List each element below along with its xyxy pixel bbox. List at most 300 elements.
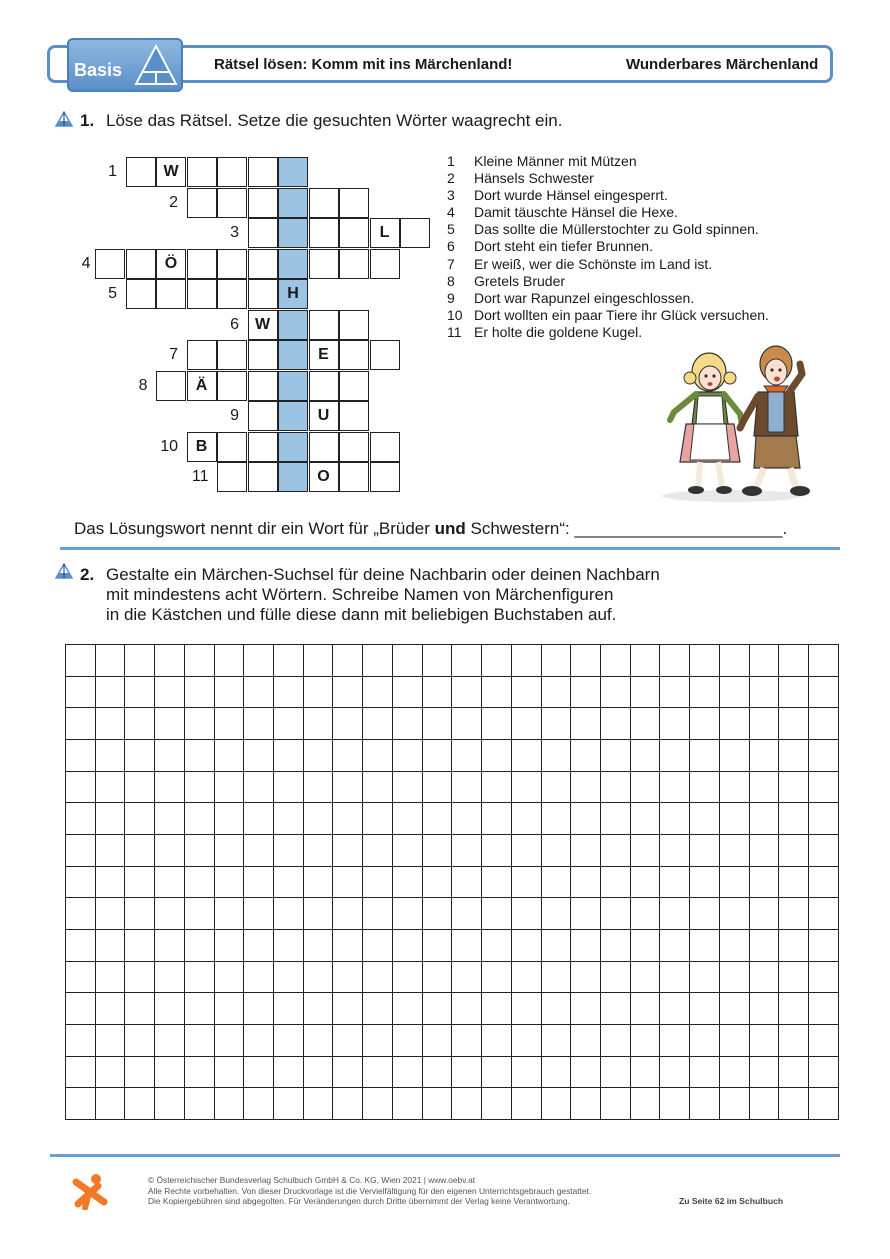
crossword-cell[interactable] xyxy=(309,218,339,248)
grid-cell[interactable] xyxy=(155,1088,185,1120)
grid-cell[interactable] xyxy=(333,771,363,803)
grid-cell[interactable] xyxy=(244,961,274,993)
grid-cell[interactable] xyxy=(214,1024,244,1056)
grid-cell[interactable] xyxy=(244,929,274,961)
grid-cell[interactable] xyxy=(749,771,779,803)
grid-cell[interactable] xyxy=(184,708,214,740)
grid-cell[interactable] xyxy=(422,1088,452,1120)
grid-cell[interactable] xyxy=(749,676,779,708)
grid-cell[interactable] xyxy=(125,803,155,835)
grid-cell[interactable] xyxy=(125,898,155,930)
grid-cell[interactable] xyxy=(363,834,393,866)
grid-cell[interactable] xyxy=(155,739,185,771)
grid-cell[interactable] xyxy=(125,961,155,993)
grid-cell[interactable] xyxy=(214,803,244,835)
grid-cell[interactable] xyxy=(184,898,214,930)
grid-cell[interactable] xyxy=(303,803,333,835)
grid-cell[interactable] xyxy=(392,834,422,866)
crossword-cell[interactable] xyxy=(309,371,339,401)
grid-cell[interactable] xyxy=(363,1088,393,1120)
grid-cell[interactable] xyxy=(630,1088,660,1120)
grid-cell[interactable] xyxy=(452,645,482,677)
grid-cell[interactable] xyxy=(392,676,422,708)
crossword-cell[interactable] xyxy=(187,249,217,279)
grid-cell[interactable] xyxy=(541,771,571,803)
crossword-solution-cell[interactable] xyxy=(278,218,308,248)
grid-cell[interactable] xyxy=(571,993,601,1025)
grid-cell[interactable] xyxy=(95,708,125,740)
grid-cell[interactable] xyxy=(541,834,571,866)
grid-cell[interactable] xyxy=(333,803,363,835)
grid-cell[interactable] xyxy=(690,1088,720,1120)
grid-cell[interactable] xyxy=(482,1088,512,1120)
grid-cell[interactable] xyxy=(184,645,214,677)
crossword-cell[interactable]: L xyxy=(370,218,400,248)
grid-cell[interactable] xyxy=(541,961,571,993)
grid-cell[interactable] xyxy=(214,1056,244,1088)
grid-cell[interactable] xyxy=(630,739,660,771)
grid-cell[interactable] xyxy=(808,1088,838,1120)
grid-cell[interactable] xyxy=(66,993,96,1025)
crossword-cell[interactable] xyxy=(95,249,125,279)
grid-cell[interactable] xyxy=(184,961,214,993)
crossword-solution-cell[interactable] xyxy=(278,401,308,431)
crossword-cell[interactable] xyxy=(339,249,369,279)
grid-cell[interactable] xyxy=(600,1088,630,1120)
grid-cell[interactable] xyxy=(214,929,244,961)
grid-cell[interactable] xyxy=(719,1024,749,1056)
grid-cell[interactable] xyxy=(808,1056,838,1088)
grid-cell[interactable] xyxy=(511,866,541,898)
grid-cell[interactable] xyxy=(719,708,749,740)
grid-cell[interactable] xyxy=(125,993,155,1025)
grid-cell[interactable] xyxy=(422,771,452,803)
grid-cell[interactable] xyxy=(749,866,779,898)
grid-cell[interactable] xyxy=(95,866,125,898)
grid-cell[interactable] xyxy=(630,993,660,1025)
crossword-cell[interactable] xyxy=(339,462,369,492)
grid-cell[interactable] xyxy=(482,929,512,961)
grid-cell[interactable] xyxy=(660,676,690,708)
grid-cell[interactable] xyxy=(214,834,244,866)
grid-cell[interactable] xyxy=(274,929,304,961)
grid-cell[interactable] xyxy=(214,676,244,708)
grid-cell[interactable] xyxy=(808,803,838,835)
grid-cell[interactable] xyxy=(244,771,274,803)
grid-cell[interactable] xyxy=(779,1024,809,1056)
grid-cell[interactable] xyxy=(274,866,304,898)
grid-cell[interactable] xyxy=(66,676,96,708)
grid-cell[interactable] xyxy=(779,961,809,993)
crossword-cell[interactable] xyxy=(126,249,156,279)
grid-cell[interactable] xyxy=(244,708,274,740)
grid-cell[interactable] xyxy=(660,708,690,740)
crossword-cell[interactable] xyxy=(400,218,430,248)
grid-cell[interactable] xyxy=(363,708,393,740)
grid-cell[interactable] xyxy=(214,708,244,740)
grid-cell[interactable] xyxy=(511,676,541,708)
crossword-cell[interactable] xyxy=(187,340,217,370)
grid-cell[interactable] xyxy=(274,645,304,677)
crossword-cell[interactable] xyxy=(370,462,400,492)
grid-cell[interactable] xyxy=(571,645,601,677)
grid-cell[interactable] xyxy=(66,929,96,961)
grid-cell[interactable] xyxy=(511,771,541,803)
grid-cell[interactable] xyxy=(155,1024,185,1056)
grid-cell[interactable] xyxy=(392,1056,422,1088)
grid-cell[interactable] xyxy=(482,739,512,771)
grid-cell[interactable] xyxy=(630,834,660,866)
grid-cell[interactable] xyxy=(541,1088,571,1120)
grid-cell[interactable] xyxy=(184,1056,214,1088)
grid-cell[interactable] xyxy=(66,1088,96,1120)
crossword-cell[interactable] xyxy=(187,157,217,187)
grid-cell[interactable] xyxy=(452,1024,482,1056)
grid-cell[interactable] xyxy=(660,834,690,866)
grid-cell[interactable] xyxy=(482,1024,512,1056)
grid-cell[interactable] xyxy=(125,771,155,803)
grid-cell[interactable] xyxy=(600,708,630,740)
grid-cell[interactable] xyxy=(244,676,274,708)
grid-cell[interactable] xyxy=(422,739,452,771)
grid-cell[interactable] xyxy=(95,676,125,708)
crossword-cell[interactable] xyxy=(370,340,400,370)
grid-cell[interactable] xyxy=(690,803,720,835)
grid-cell[interactable] xyxy=(600,645,630,677)
grid-cell[interactable] xyxy=(541,676,571,708)
grid-cell[interactable] xyxy=(303,1024,333,1056)
grid-cell[interactable] xyxy=(274,803,304,835)
grid-cell[interactable] xyxy=(274,708,304,740)
grid-cell[interactable] xyxy=(363,929,393,961)
grid-cell[interactable] xyxy=(422,993,452,1025)
grid-cell[interactable] xyxy=(808,929,838,961)
crossword-cell[interactable]: W xyxy=(248,310,278,340)
crossword-cell[interactable] xyxy=(309,310,339,340)
word-search-grid[interactable] xyxy=(65,644,839,1120)
grid-cell[interactable] xyxy=(779,898,809,930)
grid-cell[interactable] xyxy=(808,739,838,771)
grid-cell[interactable] xyxy=(214,993,244,1025)
grid-cell[interactable] xyxy=(66,771,96,803)
crossword-cell[interactable] xyxy=(309,188,339,218)
grid-cell[interactable] xyxy=(571,961,601,993)
grid-cell[interactable] xyxy=(184,834,214,866)
grid-cell[interactable] xyxy=(600,866,630,898)
grid-cell[interactable] xyxy=(66,1024,96,1056)
crossword-cell[interactable] xyxy=(217,462,247,492)
crossword-cell[interactable] xyxy=(309,249,339,279)
grid-cell[interactable] xyxy=(808,771,838,803)
grid-cell[interactable] xyxy=(125,708,155,740)
crossword-cell[interactable] xyxy=(217,279,247,309)
grid-cell[interactable] xyxy=(125,834,155,866)
grid-cell[interactable] xyxy=(719,771,749,803)
grid-cell[interactable] xyxy=(690,676,720,708)
crossword-cell[interactable] xyxy=(339,218,369,248)
grid-cell[interactable] xyxy=(779,771,809,803)
grid-cell[interactable] xyxy=(719,1088,749,1120)
grid-cell[interactable] xyxy=(66,961,96,993)
grid-cell[interactable] xyxy=(363,993,393,1025)
grid-cell[interactable] xyxy=(779,1088,809,1120)
grid-cell[interactable] xyxy=(363,676,393,708)
grid-cell[interactable] xyxy=(660,1024,690,1056)
grid-cell[interactable] xyxy=(482,1056,512,1088)
grid-cell[interactable] xyxy=(690,898,720,930)
grid-cell[interactable] xyxy=(66,898,96,930)
grid-cell[interactable] xyxy=(749,708,779,740)
grid-cell[interactable] xyxy=(600,676,630,708)
grid-cell[interactable] xyxy=(571,1088,601,1120)
grid-cell[interactable] xyxy=(214,1088,244,1120)
grid-cell[interactable] xyxy=(303,771,333,803)
grid-cell[interactable] xyxy=(808,993,838,1025)
crossword-cell[interactable] xyxy=(370,249,400,279)
grid-cell[interactable] xyxy=(749,834,779,866)
grid-cell[interactable] xyxy=(303,1088,333,1120)
crossword-cell[interactable] xyxy=(339,188,369,218)
grid-cell[interactable] xyxy=(214,739,244,771)
grid-cell[interactable] xyxy=(274,993,304,1025)
grid-cell[interactable] xyxy=(719,676,749,708)
grid-cell[interactable] xyxy=(184,803,214,835)
grid-cell[interactable] xyxy=(452,739,482,771)
grid-cell[interactable] xyxy=(422,1024,452,1056)
grid-cell[interactable] xyxy=(452,929,482,961)
grid-cell[interactable] xyxy=(660,993,690,1025)
grid-cell[interactable] xyxy=(482,708,512,740)
grid-cell[interactable] xyxy=(660,739,690,771)
grid-cell[interactable] xyxy=(422,708,452,740)
grid-cell[interactable] xyxy=(779,739,809,771)
grid-cell[interactable] xyxy=(630,1056,660,1088)
crossword-cell[interactable] xyxy=(248,371,278,401)
crossword-cell[interactable] xyxy=(248,432,278,462)
grid-cell[interactable] xyxy=(363,866,393,898)
grid-cell[interactable] xyxy=(511,739,541,771)
grid-cell[interactable] xyxy=(511,645,541,677)
grid-cell[interactable] xyxy=(244,1056,274,1088)
crossword-cell[interactable] xyxy=(156,371,186,401)
grid-cell[interactable] xyxy=(571,866,601,898)
grid-cell[interactable] xyxy=(155,993,185,1025)
grid-cell[interactable] xyxy=(184,739,214,771)
grid-cell[interactable] xyxy=(422,961,452,993)
grid-cell[interactable] xyxy=(155,898,185,930)
grid-cell[interactable] xyxy=(155,929,185,961)
grid-cell[interactable] xyxy=(303,993,333,1025)
grid-cell[interactable] xyxy=(630,929,660,961)
grid-cell[interactable] xyxy=(155,866,185,898)
grid-cell[interactable] xyxy=(511,961,541,993)
grid-cell[interactable] xyxy=(690,929,720,961)
grid-cell[interactable] xyxy=(66,834,96,866)
grid-cell[interactable] xyxy=(630,803,660,835)
grid-cell[interactable] xyxy=(600,771,630,803)
crossword-solution-cell[interactable] xyxy=(278,432,308,462)
grid-cell[interactable] xyxy=(363,1056,393,1088)
crossword-cell[interactable]: Ä xyxy=(187,371,217,401)
grid-cell[interactable] xyxy=(660,929,690,961)
grid-cell[interactable] xyxy=(690,866,720,898)
grid-cell[interactable] xyxy=(630,676,660,708)
grid-cell[interactable] xyxy=(511,1024,541,1056)
crossword-cell[interactable] xyxy=(126,279,156,309)
grid-cell[interactable] xyxy=(244,803,274,835)
crossword-cell[interactable] xyxy=(248,188,278,218)
grid-cell[interactable] xyxy=(214,771,244,803)
grid-cell[interactable] xyxy=(482,645,512,677)
grid-cell[interactable] xyxy=(244,993,274,1025)
crossword-solution-cell[interactable] xyxy=(278,188,308,218)
grid-cell[interactable] xyxy=(333,1024,363,1056)
grid-cell[interactable] xyxy=(690,739,720,771)
grid-cell[interactable] xyxy=(690,993,720,1025)
grid-cell[interactable] xyxy=(95,1056,125,1088)
grid-cell[interactable] xyxy=(333,645,363,677)
grid-cell[interactable] xyxy=(482,961,512,993)
grid-cell[interactable] xyxy=(184,1088,214,1120)
grid-cell[interactable] xyxy=(808,676,838,708)
grid-cell[interactable] xyxy=(274,739,304,771)
grid-cell[interactable] xyxy=(392,929,422,961)
grid-cell[interactable] xyxy=(452,898,482,930)
crossword-cell[interactable] xyxy=(217,340,247,370)
grid-cell[interactable] xyxy=(482,834,512,866)
grid-cell[interactable] xyxy=(749,993,779,1025)
crossword-cell[interactable] xyxy=(248,157,278,187)
grid-cell[interactable] xyxy=(333,929,363,961)
grid-cell[interactable] xyxy=(452,1088,482,1120)
crossword-solution-cell[interactable] xyxy=(278,249,308,279)
grid-cell[interactable] xyxy=(303,1056,333,1088)
grid-cell[interactable] xyxy=(274,834,304,866)
grid-cell[interactable] xyxy=(274,898,304,930)
grid-cell[interactable] xyxy=(571,708,601,740)
crossword-cell[interactable]: E xyxy=(309,340,339,370)
grid-cell[interactable] xyxy=(660,803,690,835)
crossword-cell[interactable] xyxy=(217,249,247,279)
grid-cell[interactable] xyxy=(155,645,185,677)
grid-cell[interactable] xyxy=(779,676,809,708)
grid-cell[interactable] xyxy=(600,1056,630,1088)
grid-cell[interactable] xyxy=(808,645,838,677)
crossword-cell[interactable] xyxy=(187,188,217,218)
crossword-cell[interactable] xyxy=(309,432,339,462)
grid-cell[interactable] xyxy=(719,961,749,993)
grid-cell[interactable] xyxy=(719,1056,749,1088)
grid-cell[interactable] xyxy=(363,771,393,803)
grid-cell[interactable] xyxy=(422,866,452,898)
grid-cell[interactable] xyxy=(541,898,571,930)
grid-cell[interactable] xyxy=(779,1056,809,1088)
grid-cell[interactable] xyxy=(244,645,274,677)
grid-cell[interactable] xyxy=(630,961,660,993)
grid-cell[interactable] xyxy=(749,1056,779,1088)
grid-cell[interactable] xyxy=(95,1088,125,1120)
crossword-cell[interactable] xyxy=(217,157,247,187)
crossword-cell[interactable] xyxy=(339,310,369,340)
crossword-cell[interactable] xyxy=(248,401,278,431)
grid-cell[interactable] xyxy=(660,898,690,930)
grid-cell[interactable] xyxy=(333,993,363,1025)
grid-cell[interactable] xyxy=(482,866,512,898)
grid-cell[interactable] xyxy=(303,961,333,993)
crossword-cell[interactable] xyxy=(126,157,156,187)
grid-cell[interactable] xyxy=(452,834,482,866)
grid-cell[interactable] xyxy=(125,929,155,961)
grid-cell[interactable] xyxy=(511,929,541,961)
grid-cell[interactable] xyxy=(660,961,690,993)
grid-cell[interactable] xyxy=(719,645,749,677)
grid-cell[interactable] xyxy=(392,993,422,1025)
crossword-cell[interactable]: W xyxy=(156,157,186,187)
grid-cell[interactable] xyxy=(95,1024,125,1056)
grid-cell[interactable] xyxy=(541,708,571,740)
crossword-cell[interactable] xyxy=(339,401,369,431)
grid-cell[interactable] xyxy=(66,866,96,898)
grid-cell[interactable] xyxy=(422,645,452,677)
crossword-cell[interactable] xyxy=(187,279,217,309)
grid-cell[interactable] xyxy=(779,929,809,961)
grid-cell[interactable] xyxy=(749,739,779,771)
grid-cell[interactable] xyxy=(571,834,601,866)
grid-cell[interactable] xyxy=(808,1024,838,1056)
grid-cell[interactable] xyxy=(95,898,125,930)
grid-cell[interactable] xyxy=(719,739,749,771)
grid-cell[interactable] xyxy=(274,1056,304,1088)
grid-cell[interactable] xyxy=(303,708,333,740)
grid-cell[interactable] xyxy=(690,1024,720,1056)
grid-cell[interactable] xyxy=(333,898,363,930)
grid-cell[interactable] xyxy=(155,803,185,835)
grid-cell[interactable] xyxy=(660,645,690,677)
grid-cell[interactable] xyxy=(690,961,720,993)
grid-cell[interactable] xyxy=(600,1024,630,1056)
grid-cell[interactable] xyxy=(808,834,838,866)
grid-cell[interactable] xyxy=(482,898,512,930)
grid-cell[interactable] xyxy=(95,834,125,866)
grid-cell[interactable] xyxy=(808,708,838,740)
crossword-solution-cell[interactable]: H xyxy=(278,279,308,309)
grid-cell[interactable] xyxy=(274,1024,304,1056)
grid-cell[interactable] xyxy=(571,929,601,961)
grid-cell[interactable] xyxy=(541,739,571,771)
grid-cell[interactable] xyxy=(274,1088,304,1120)
grid-cell[interactable] xyxy=(422,898,452,930)
grid-cell[interactable] xyxy=(452,676,482,708)
grid-cell[interactable] xyxy=(660,771,690,803)
grid-cell[interactable] xyxy=(95,739,125,771)
grid-cell[interactable] xyxy=(66,1056,96,1088)
grid-cell[interactable] xyxy=(749,929,779,961)
grid-cell[interactable] xyxy=(303,676,333,708)
grid-cell[interactable] xyxy=(452,961,482,993)
crossword-cell[interactable] xyxy=(217,371,247,401)
grid-cell[interactable] xyxy=(155,834,185,866)
grid-cell[interactable] xyxy=(630,1024,660,1056)
grid-cell[interactable] xyxy=(808,898,838,930)
grid-cell[interactable] xyxy=(511,898,541,930)
grid-cell[interactable] xyxy=(95,803,125,835)
grid-cell[interactable] xyxy=(392,739,422,771)
grid-cell[interactable] xyxy=(155,676,185,708)
crossword-solution-cell[interactable] xyxy=(278,340,308,370)
grid-cell[interactable] xyxy=(690,708,720,740)
grid-cell[interactable] xyxy=(184,676,214,708)
grid-cell[interactable] xyxy=(422,1056,452,1088)
